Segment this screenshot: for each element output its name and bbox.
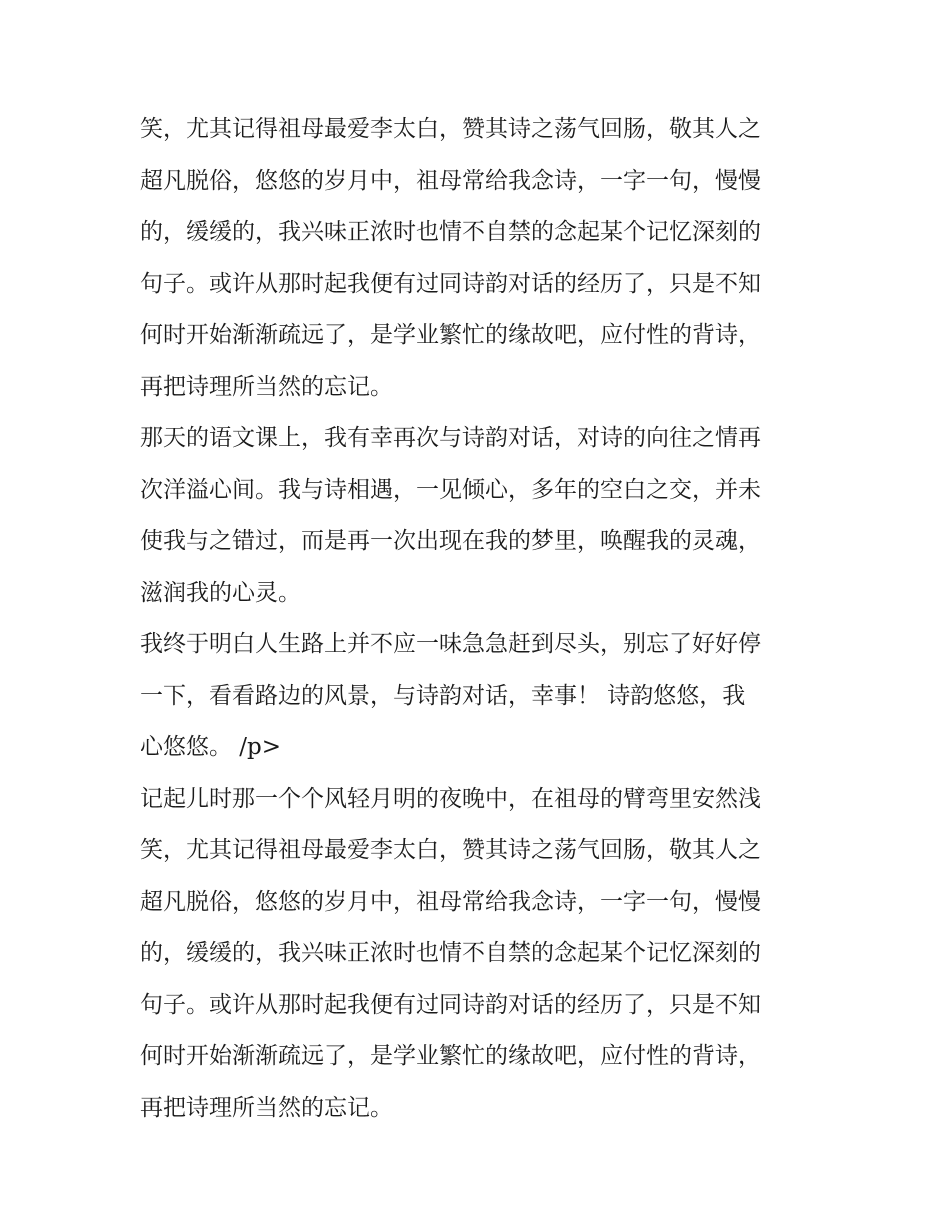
text-line: 何时开始渐渐疏远了，是学业繁忙的缘故吧，应付性的背诗， [140,1043,761,1069]
body-text [140,104,820,1134]
text-line: 那天的语文课上，我有幸再次与诗韵对话，对诗的向往之情再 [140,425,761,451]
text-line: 句子。或许从那时起我便有过同诗韵对话的经历了，只是不知 [140,991,761,1018]
text-line: 的，缓缓的，我兴味正浓时也情不自禁的念起某个记忆深刻的 [140,940,761,966]
text-line: 我终于明白人生路上并不应一味急急赶到尽头，别忘了好好停 [140,631,761,657]
text-line: 滋润我的心灵。 [140,579,301,606]
text-line: 次洋溢心间。我与诗相遇，一见倾心，多年的空白之交，并未 [140,476,761,503]
text-line: 记起儿时那一个个风轻月明的夜晚中，在祖母的臂弯里安然浅 [140,785,761,812]
text-line: 的，缓缓的，我兴味正浓时也情不自禁的念起某个记忆深刻的 [140,219,761,245]
text-line: 再把诗理所当然的忘记。 [140,373,393,400]
text-line: 超凡脱俗，悠悠的岁月中，祖母常给我念诗，一字一句，慢慢 [140,888,761,915]
text-line: 句子。或许从那时起我便有过同诗韵对话的经历了，只是不知 [140,270,761,297]
text-line: 笑，尤其记得祖母最爱李太白，赞其诗之荡气回肠，敬其人之 [140,837,761,863]
text-line: 心悠悠。 /p> [140,734,282,760]
text-line: 再把诗理所当然的忘记。 [140,1094,393,1121]
text-line: 何时开始渐渐疏远了，是学业繁忙的缘故吧，应付性的背诗， [140,322,761,348]
text-line: 超凡脱俗，悠悠的岁月中，祖母常给我念诗，一字一句，慢慢 [140,167,761,194]
text-line: 使我与之错过，而是再一次出现在我的梦里，唤醒我的灵魂， [140,528,761,554]
text-line: 一下，看看路边的风景，与诗韵对话，幸事！ 诗韵悠悠，我 [140,682,746,709]
text-line: 笑，尤其记得祖母最爱李太白，赞其诗之荡气回肠，敬其人之 [140,116,761,142]
